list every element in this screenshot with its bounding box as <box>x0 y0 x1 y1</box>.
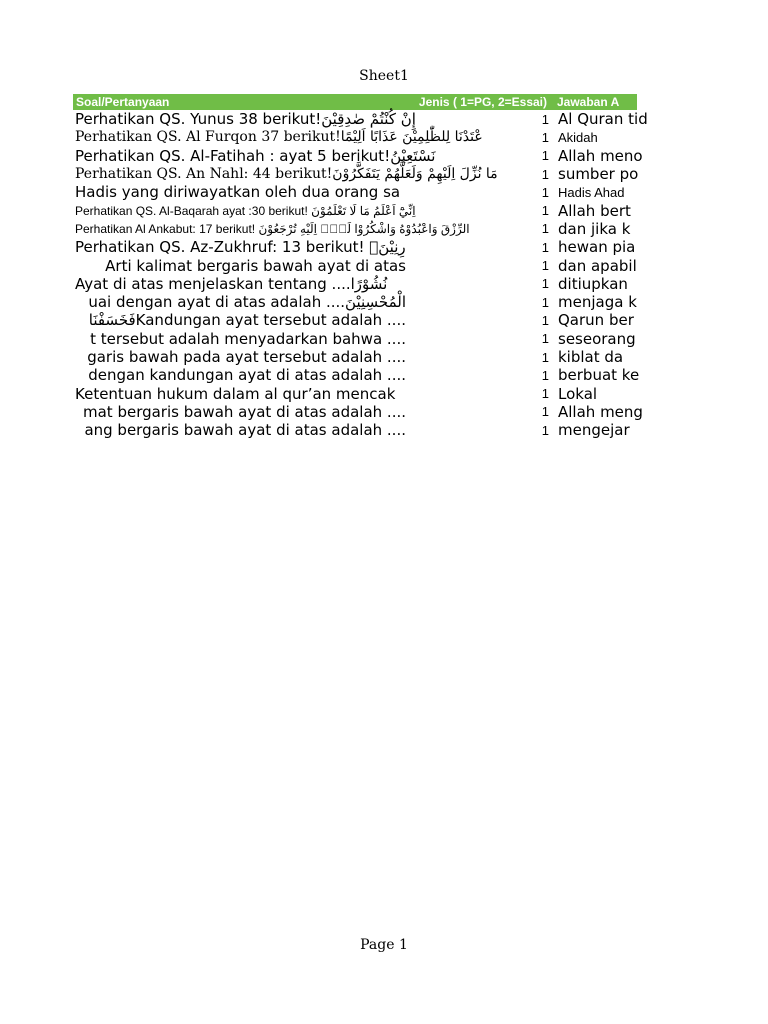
question-cell[interactable]: t tersebut adalah menyadarkan bahwa .... <box>90 329 406 348</box>
type-cell[interactable]: 1 <box>541 239 549 255</box>
table-row <box>73 146 643 165</box>
type-cell[interactable]: 1 <box>541 422 549 438</box>
question-cell[interactable]: Hadis yang diriwayatkan oleh dua orang sa <box>75 183 401 202</box>
answer-a-cell[interactable]: hewan pia <box>558 238 636 257</box>
answer-a-cell[interactable]: dan apabil <box>558 256 637 275</box>
page-footer: Page 1 <box>360 937 408 953</box>
table-row <box>73 348 637 366</box>
question-cell[interactable]: Perhatikan QS. Al-Baqarah ayat :30 berikut! اِنِّيْٓ اَعْلَمُ مَا لَا تَعْلَمُوْنَ <box>75 203 416 218</box>
header-type[interactable]: Jenis ( 1=PG, 2=Essai) <box>418 95 547 109</box>
answer-a-cell[interactable]: Allah meno <box>558 146 643 165</box>
table-row <box>73 311 637 329</box>
question-cell[interactable]: Perhatikan QS. An Nahl: 44 berikut!مَا نُزِّلَ اِلَيْهِمْ وَلَعَلَّهُمْ يَتَفَكَّرُوْنَ <box>75 166 498 183</box>
question-cell[interactable]: dengan kandungan ayat di atas adalah .... <box>88 366 406 385</box>
table-row <box>73 366 640 385</box>
type-cell[interactable]: 1 <box>541 184 549 200</box>
table-row <box>73 201 637 219</box>
type-cell[interactable]: 1 <box>541 129 549 145</box>
table-row <box>73 220 637 238</box>
answer-a-cell[interactable]: Akidah <box>558 129 598 145</box>
type-cell[interactable]: 1 <box>541 166 549 182</box>
sheet-title: Sheet1 <box>359 68 409 84</box>
type-cell[interactable]: 1 <box>541 203 549 219</box>
answer-a-cell[interactable]: Lokal <box>558 384 598 403</box>
type-cell[interactable]: 1 <box>541 386 549 402</box>
answer-a-cell[interactable]: dan jika k <box>558 219 631 238</box>
answer-a-cell[interactable]: Hadis Ahad <box>558 184 625 200</box>
answer-a-cell[interactable]: sumber po <box>558 165 639 184</box>
answer-a-cell[interactable]: kiblat da <box>558 348 624 366</box>
table-row <box>73 128 637 146</box>
answer-a-cell[interactable]: Al Quran tid <box>558 110 648 129</box>
answer-a-cell[interactable]: ditiupkan <box>558 274 628 293</box>
answer-a-cell[interactable]: berbuat ke <box>558 366 640 385</box>
table-row <box>73 256 637 274</box>
type-cell[interactable]: 1 <box>541 294 549 310</box>
question-cell[interactable]: Ayat di atas menjelaskan tentang ....نُشُوْرًا <box>75 274 388 293</box>
header-answer-a[interactable]: Jawaban A <box>557 95 620 109</box>
question-cell[interactable]: mat bergaris bawah ayat di atas adalah .... <box>82 402 406 421</box>
table-row <box>73 275 637 293</box>
type-cell[interactable]: 1 <box>541 331 549 347</box>
question-cell[interactable]: Perhatikan Al Ankabut: 17 berikut! الرِّزْقَ وَاعْبُدُوْهُ وَاشْكُرُوْا لَهٗۗ اِلَيْهِ تُرْجَعُوْنَ <box>75 221 470 236</box>
answer-a-cell[interactable]: mengejar <box>558 421 630 440</box>
answer-a-cell[interactable]: Allah meng <box>558 402 643 421</box>
table-row <box>73 165 637 183</box>
question-cell[interactable]: Perhatikan QS. Yunus 38 berikut!إِنْ كُنْتُمْ صٰدِقِيْنَ <box>75 110 416 129</box>
answer-a-cell[interactable]: Qarun ber <box>558 311 634 330</box>
question-cell[interactable]: Arti kalimat bergaris bawah ayat di atas <box>105 256 406 275</box>
type-cell[interactable]: 1 <box>541 111 549 127</box>
header-question[interactable]: Soal/Pertanyaan <box>76 95 170 109</box>
table-row <box>73 384 637 402</box>
table-row <box>73 293 637 311</box>
type-cell[interactable]: 1 <box>541 367 549 383</box>
question-cell[interactable]: Perhatikan QS. Al Furqon 37 berikut!عْتَدْنَا لِلظّٰلِمِيْنَ عَذَابًا اَلِيْمًا <box>75 129 483 146</box>
question-cell[interactable]: uai dengan ayat di atas adalah ....الْمُحْسِنِيْنَ <box>88 293 406 312</box>
question-cell[interactable]: فَخَسَفْنَاKandungan ayat tersebut adalah .... <box>88 311 406 330</box>
question-cell[interactable]: garis bawah pada ayat tersebut adalah .... <box>87 348 406 366</box>
table-row <box>73 402 643 421</box>
header-row <box>73 94 637 110</box>
table-row <box>73 421 637 439</box>
type-cell[interactable]: 1 <box>541 276 549 292</box>
type-cell[interactable]: 1 <box>541 258 549 274</box>
question-cell[interactable]: Perhatikan QS. Az-Zukhruf: 13 berikut! رِنِيْنَۙ <box>75 238 406 257</box>
answer-a-cell[interactable]: Allah bert <box>558 201 631 220</box>
table-row <box>73 110 648 129</box>
table-row <box>73 238 637 256</box>
type-cell[interactable]: 1 <box>541 312 549 328</box>
type-cell[interactable]: 1 <box>541 404 549 420</box>
type-cell[interactable]: 1 <box>541 221 549 237</box>
answer-a-cell[interactable]: menjaga k <box>558 293 637 312</box>
answer-a-cell[interactable]: seseorang <box>558 329 636 348</box>
question-cell[interactable]: Perhatikan QS. Al-Fatihah : ayat 5 berikut!نَسْتَعِيْنُ <box>75 146 436 165</box>
question-cell[interactable]: Ketentuan hukum dalam al qur’an mencak <box>75 384 396 403</box>
table-row <box>73 330 637 348</box>
spreadsheet-table <box>73 94 648 440</box>
question-cell[interactable]: ang bergaris bawah ayat di atas adalah .... <box>84 421 406 440</box>
table-row <box>73 183 637 201</box>
type-cell[interactable]: 1 <box>541 148 549 164</box>
type-cell[interactable]: 1 <box>541 349 549 365</box>
